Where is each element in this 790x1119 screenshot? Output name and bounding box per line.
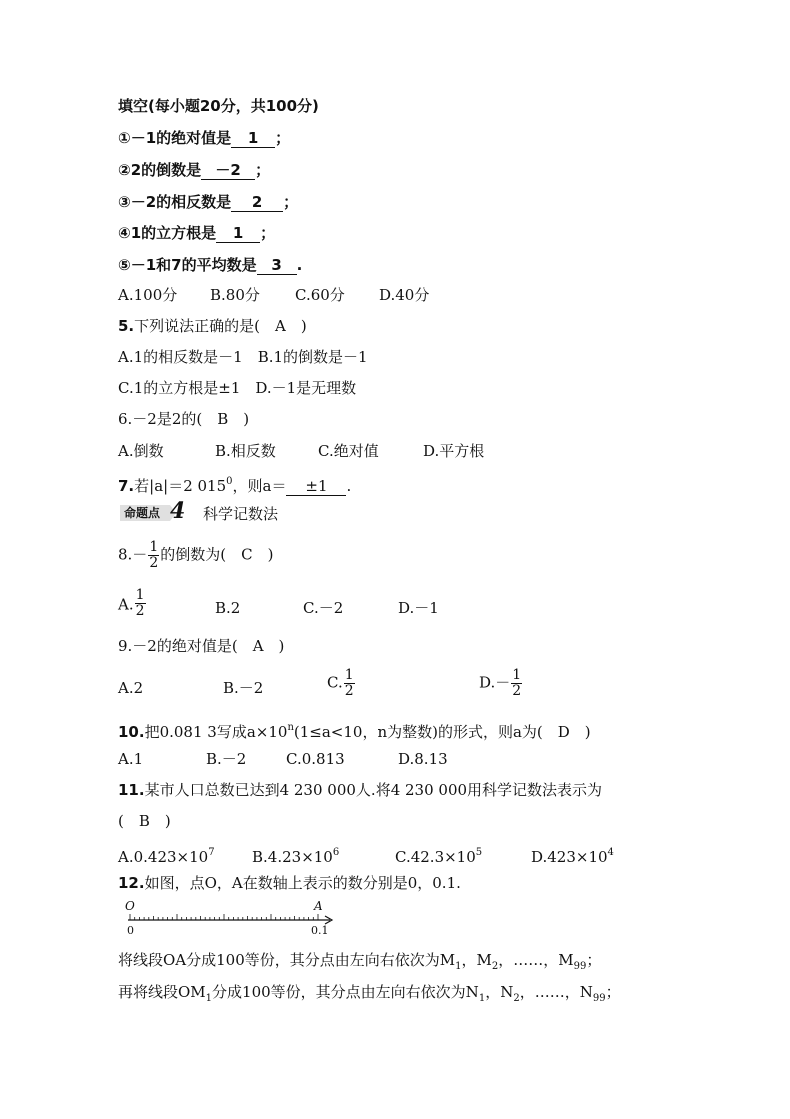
question-6: 6.－2是2的( B )	[118, 410, 250, 428]
fill-item-3: ③－2的相反数是 2 ；	[118, 193, 299, 211]
fill-option-d: D.40分	[379, 286, 430, 304]
q8-option-b: B.2	[215, 599, 241, 617]
number-line	[118, 898, 338, 940]
axis-label-a: A	[314, 899, 323, 913]
question-8-options	[118, 587, 538, 626]
question-8: 8.－ $\frac{1}{2}$ 的倒数为( C )	[118, 539, 274, 571]
q9-option-d: D.－ $\frac{1}{2}$	[479, 667, 522, 699]
section-title: 科学记数法	[203, 505, 279, 523]
number-line-figure	[118, 898, 338, 940]
fill-answer-1: 1	[231, 130, 275, 148]
fill-option-c: C.60分	[295, 286, 345, 304]
question-5-options-1: A.1的相反数是－1 B.1的倒数是－1	[118, 348, 368, 366]
question-12-line-1: 将线段OA分成100等份，其分点由左向右依次为$M_1$，$M_2$，……，$M_{99}$；	[118, 951, 602, 972]
q11-option-d: $D.423\times 10^4$	[531, 847, 614, 866]
section-tag-number: 4	[170, 498, 186, 524]
q11-option-a: $A.0.423\times 10^7$	[118, 847, 215, 866]
section-tag-label: 命题点	[124, 506, 161, 520]
question-5: 5.下列说法正确的是( A )	[118, 317, 307, 335]
fill-item-5: ⑤－1和7的平均数是 3 .	[118, 256, 303, 274]
question-5-options-2: C.1的立方根是±1 D.－1是无理数	[118, 379, 357, 397]
q10-option-c: C.0.813	[286, 750, 345, 768]
q10-option-b: B.－2	[206, 750, 247, 768]
question-12-line-2: 再将线段$OM_1$分成100等份，其分点由左向右依次为$N_1$，$N_2$，……，$N_{99}$；	[118, 983, 621, 1004]
fill-option-b: B.80分	[210, 286, 260, 304]
question-9-options	[118, 668, 538, 708]
fill-answer-2: －2	[201, 162, 255, 180]
fill-item-1: ①－1的绝对值是 1 ；	[118, 129, 291, 147]
axis-label-o: O	[125, 899, 135, 913]
q8-option-a: A. $\frac{1}{2}$	[118, 587, 145, 619]
fill-option-a: A.100分	[118, 286, 178, 304]
fill-answer-3: 2	[231, 194, 283, 212]
question-11: 11.某市人口总数已达到4 230 000人.将4 230 000用科学记数法表示为	[118, 781, 603, 799]
question-7: 7.若|a|＝2 $015^0$，则a＝ ±1 .	[118, 476, 352, 495]
axis-value-0: 0	[127, 924, 134, 937]
q9-option-b: B.－2	[223, 679, 264, 697]
question-10: 10.把0.081 3写成$a\times 10^n(1\le a<10$，n为整数)的形式，则a为( D )	[118, 722, 591, 741]
section-tag	[118, 498, 190, 524]
fill-heading: 填空(每小题20分，共100分)	[118, 97, 319, 115]
fill-answer-5: 3	[257, 257, 297, 275]
fill-item-4: ④1的立方根是 1 ；	[118, 224, 276, 242]
axis-value-01: 0.1	[311, 924, 329, 937]
q11-option-b: $B.4.23\times 10^6$	[252, 847, 340, 866]
q8-option-d: D.－1	[398, 599, 439, 617]
q9-option-c: C. $\frac{1}{2}$	[327, 667, 354, 699]
q6-option-d: D.平方根	[423, 442, 485, 460]
fill-answer-4: 1	[216, 225, 260, 243]
question-9: 9.－2的绝对值是( A )	[118, 637, 285, 655]
q11-option-c: $C.42.3\times 10^5$	[395, 847, 483, 866]
q6-option-a: A.倒数	[118, 442, 164, 460]
q8-option-c: C.－2	[303, 599, 344, 617]
q6-option-b: B.相反数	[215, 442, 276, 460]
fill-item-2: ②2的倒数是 －2 ；	[118, 161, 271, 179]
q9-option-a: A.2	[118, 679, 144, 697]
question-11-answer: ( B )	[118, 812, 171, 830]
q7-answer: ±1	[286, 478, 346, 496]
q8-fraction: $\frac{1}{2}$	[149, 539, 159, 571]
question-12: 12.如图，点O，A在数轴上表示的数分别是0，0.1.	[118, 874, 461, 892]
q10-option-a: A.1	[118, 750, 144, 768]
q10-option-d: D.8.13	[398, 750, 448, 768]
q6-option-c: C.绝对值	[318, 442, 379, 460]
